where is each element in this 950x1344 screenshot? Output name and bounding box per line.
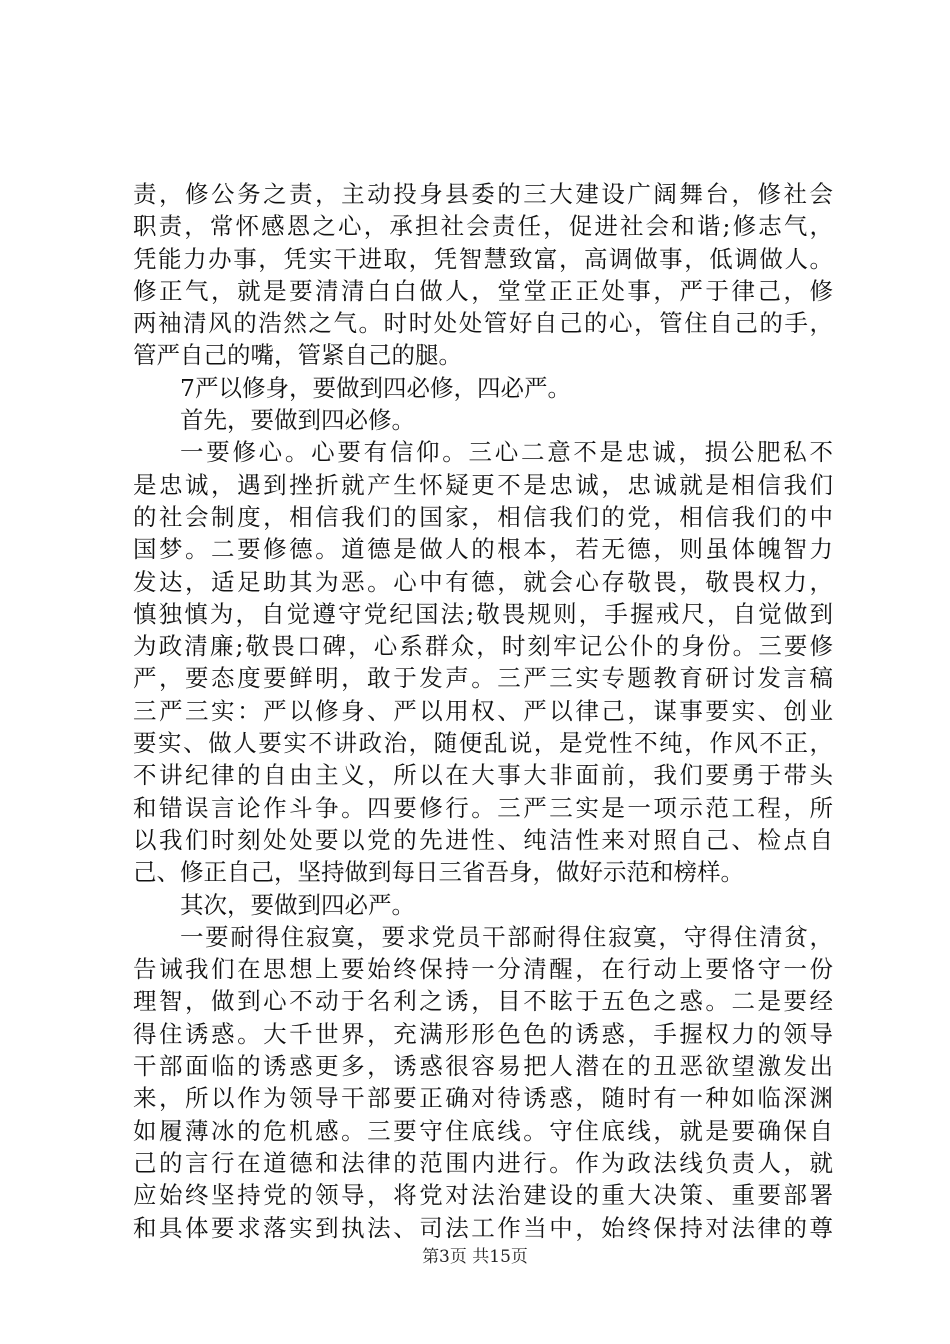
text-line: 的社会制度，相信我们的国家，相信我们的党，相信我们的中 bbox=[133, 502, 833, 531]
text-line: 慎独慎为，自觉遵守党纪国法;敬畏规则，手握戒尺，自觉做到 bbox=[133, 599, 833, 628]
text-line: 三严三实：严以修身、严以用权、严以律己，谋事要实、创业 bbox=[133, 696, 833, 725]
text-line: 不讲纪律的自由主义，所以在大事大非面前，我们要勇于带头 bbox=[133, 761, 833, 790]
text-line: 己、修正自己，坚持做到每日三省吾身，做好示范和榜样。 bbox=[133, 858, 744, 887]
text-line: 要实、做人要实不讲政治，随便乱说，是党性不纯，作风不正， bbox=[133, 729, 833, 758]
text-line: 告诫我们在思想上要始终保持一分清醒，在行动上要恪守一份 bbox=[133, 955, 833, 984]
text-line: 其次，要做到四必严。 bbox=[180, 890, 415, 919]
text-line: 应始终坚持党的领导，将党对法治建设的重大决策、重要部署 bbox=[133, 1181, 833, 1210]
text-line: 己的言行在道德和法律的范围内进行。作为政法线负责人，就 bbox=[133, 1148, 833, 1177]
text-line: 为政清廉;敬畏口碑，心系群众，时刻牢记公仆的身份。三要修 bbox=[133, 632, 833, 661]
text-line: 和错误言论作斗争。四要修行。三严三实是一项示范工程，所 bbox=[133, 793, 833, 822]
text-line: 以我们时刻处处要以党的先进性、纯洁性来对照自己、检点自 bbox=[133, 825, 833, 854]
text-line: 理智，做到心不动于名利之诱，目不眩于五色之惑。二是要经 bbox=[133, 987, 833, 1016]
document-body bbox=[133, 178, 833, 1244]
text-line: 职责，常怀感恩之心，承担社会责任，促进社会和谐;修志气， bbox=[133, 212, 833, 241]
text-line: 首先，要做到四必修。 bbox=[180, 406, 415, 435]
text-line: 来，所以作为领导干部要正确对待诱惑，随时有一种如临深渊 bbox=[133, 1084, 833, 1113]
text-line: 发达，适足助其为恶。心中有德，就会心存敬畏，敬畏权力， bbox=[133, 567, 833, 596]
text-line: 干部面临的诱惑更多，诱惑很容易把人潜在的丑恶欲望激发出 bbox=[133, 1052, 833, 1081]
text-line: 一要耐得住寂寞，要求党员干部耐得住寂寞，守得住清贫， bbox=[180, 922, 833, 951]
text-line: 和具体要求落实到执法、司法工作当中，始终保持对法律的尊 bbox=[133, 1213, 833, 1242]
text-line: 管严自己的嘴，管紧自己的腿。 bbox=[133, 341, 462, 370]
text-line: 严，要态度要鲜明，敢于发声。三严三实专题教育研讨发言稿 bbox=[133, 664, 833, 693]
text-line: 如履薄冰的危机感。三要守住底线。守住底线，就是要确保自 bbox=[133, 1116, 833, 1145]
text-line: 一要修心。心要有信仰。三心二意不是忠诚，损公肥私不 bbox=[180, 438, 833, 467]
text-line: 得住诱惑。大千世界，充满形形色色的诱惑，手握权力的领导 bbox=[133, 1019, 833, 1048]
text-line: 修正气，就是要清清白白做人，堂堂正正处事，严于律己，修 bbox=[133, 276, 833, 305]
page-footer: 第3页 共15页 bbox=[422, 1247, 528, 1267]
text-line: 是忠诚，遇到挫折就产生怀疑更不是忠诚，忠诚就是相信我们 bbox=[133, 470, 833, 499]
text-line: 两袖清风的浩然之气。时时处处管好自己的心，管住自己的手， bbox=[133, 309, 833, 338]
text-line: 凭能力办事，凭实干进取，凭智慧致富，高调做事，低调做人。 bbox=[133, 244, 833, 273]
text-line: 国梦。二要修德。道德是做人的根本，若无德，则虽体魄智力 bbox=[133, 535, 833, 564]
text-line: 责，修公务之责，主动投身县委的三大建设广阔舞台，修社会 bbox=[133, 180, 833, 208]
text-line: 7严以修身，要做到四必修，四必严。 bbox=[180, 373, 571, 402]
